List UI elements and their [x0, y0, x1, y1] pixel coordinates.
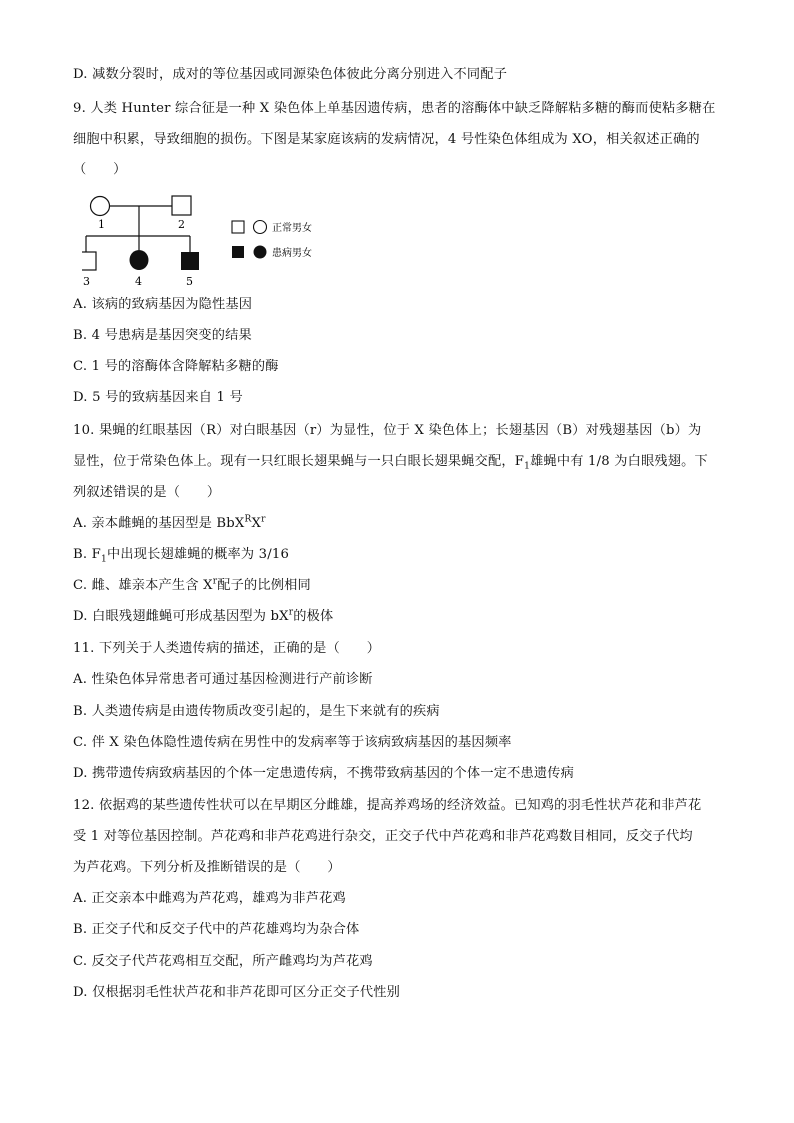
individual-4-affected-female	[130, 250, 149, 270]
q9-option-d: D. 5 号的致病基因来自 1 号	[73, 390, 243, 405]
q12-stem-line2: 受 1 对等位基因控制。芦花鸡和非芦花鸡进行杂交，正交子代中芦花鸡和非芦花鸡数目相同，反交子代均	[73, 829, 693, 844]
q8-option-d: D. 减数分裂时，成对的等位基因或同源染色体彼此分离分别进入不同配子	[73, 67, 508, 82]
q12-option-d: D. 仅根据羽毛性状芦花和非芦花即可区分正交子代性别	[73, 985, 400, 1000]
q12-stem-line1: 12. 依据鸡的某些遗传性状可以在早期区分雌雄，提高养鸡场的经济效益。已知鸡的羽毛性状芦花和非芦花	[73, 798, 702, 813]
legend-affected-label: 患病男女	[272, 248, 312, 259]
q9-option-c: C. 1 号的溶酶体含降解粘多糖的酶	[73, 359, 279, 374]
q10-option-d: D. 白眼残翅雌蝇可形成基因型为 $bX^r$的极体	[73, 607, 334, 624]
individual-5-affected-male	[181, 252, 199, 270]
q10-option-a: A. 亲本雌蝇的基因型是 $BbX^RX^r$	[73, 514, 266, 531]
q9-stem-line1: 9. 人类 Hunter 综合征是一种 X 染色体上单基因遗传病，患者的溶酶体中缺乏降解粘多糖的酶而使粘多糖在	[73, 101, 716, 116]
q11-option-d: D. 携带遗传病致病基因的个体一定患遗传病，不携带致病基因的个体一定不患遗传病	[73, 766, 575, 781]
label-3: 3	[83, 275, 90, 288]
legend-normal-male-icon	[232, 221, 244, 233]
q9-option-a: A. 该病的致病基因为隐性基因	[73, 297, 253, 312]
individual-2-normal-male	[172, 196, 191, 215]
label-2: 2	[178, 218, 185, 231]
q12-stem-line3: 为芦花鸡。下列分析及推断错误的是（ ）	[73, 860, 341, 875]
q11-option-b: B. 人类遗传病是由遗传物质改变引起的，是生下来就有的疾病	[73, 704, 440, 719]
q11-option-a: A. 性染色体异常患者可通过基因检测进行产前诊断	[73, 672, 373, 687]
legend-normal-label: 正常男女	[272, 223, 312, 234]
pedigree-diagram	[82, 190, 362, 290]
legend-affected-male-icon	[232, 246, 244, 258]
label-1: 1	[98, 218, 105, 231]
legend-normal-female-icon	[254, 221, 267, 234]
q9-option-b: B. 4 号患病是基因突变的结果	[73, 328, 252, 343]
individual-1-normal-female	[91, 197, 110, 216]
q12-option-b: B. 正交子代和反交子代中的芦花雄鸡均为杂合体	[73, 922, 360, 937]
q10-stem-line1: 10. 果蝇的红眼基因（R）对白眼基因（r）为显性，位于 X 染色体上；长翅基因（B）对残翅基因（b）为	[73, 423, 702, 438]
individual-3-normal-male	[82, 252, 96, 270]
q12-option-c: C. 反交子代芦花鸡相互交配，所产雌鸡均为芦花鸡	[73, 954, 373, 969]
q10-stem-line2: 显性，位于常染色体上。现有一只红眼长翅果蝇与一只白眼长翅果蝇交配，$F_1$雄蝇中有 1/8 为白眼残翅。下	[73, 454, 708, 472]
q11-stem: 11. 下列关于人类遗传病的描述，正确的是（ ）	[73, 641, 381, 656]
q10-stem-line3: 列叙述错误的是（ ）	[73, 485, 221, 500]
legend-affected-female-icon	[254, 246, 267, 259]
q10-option-b: B. $F_1$中出现长翅雄蝇的概率为 3/16	[73, 547, 290, 565]
q9-stem-line3: （ ）	[73, 162, 127, 177]
q12-option-a: A. 正交亲本中雌鸡为芦花鸡，雄鸡为非芦花鸡	[73, 891, 346, 906]
q11-option-c: C. 伴 X 染色体隐性遗传病在男性中的发病率等于该病致病基因的基因频率	[73, 735, 512, 750]
label-5: 5	[186, 275, 193, 288]
q10-option-c: C. 雌、雄亲本产生含 $X^r$配子的比例相同	[73, 576, 311, 593]
q9-stem-line2: 细胞中积累，导致细胞的损伤。下图是某家庭该病的发病情况，4 号性染色体组成为 XO，相关叙述正确的	[73, 132, 700, 147]
label-4: 4	[135, 275, 142, 288]
